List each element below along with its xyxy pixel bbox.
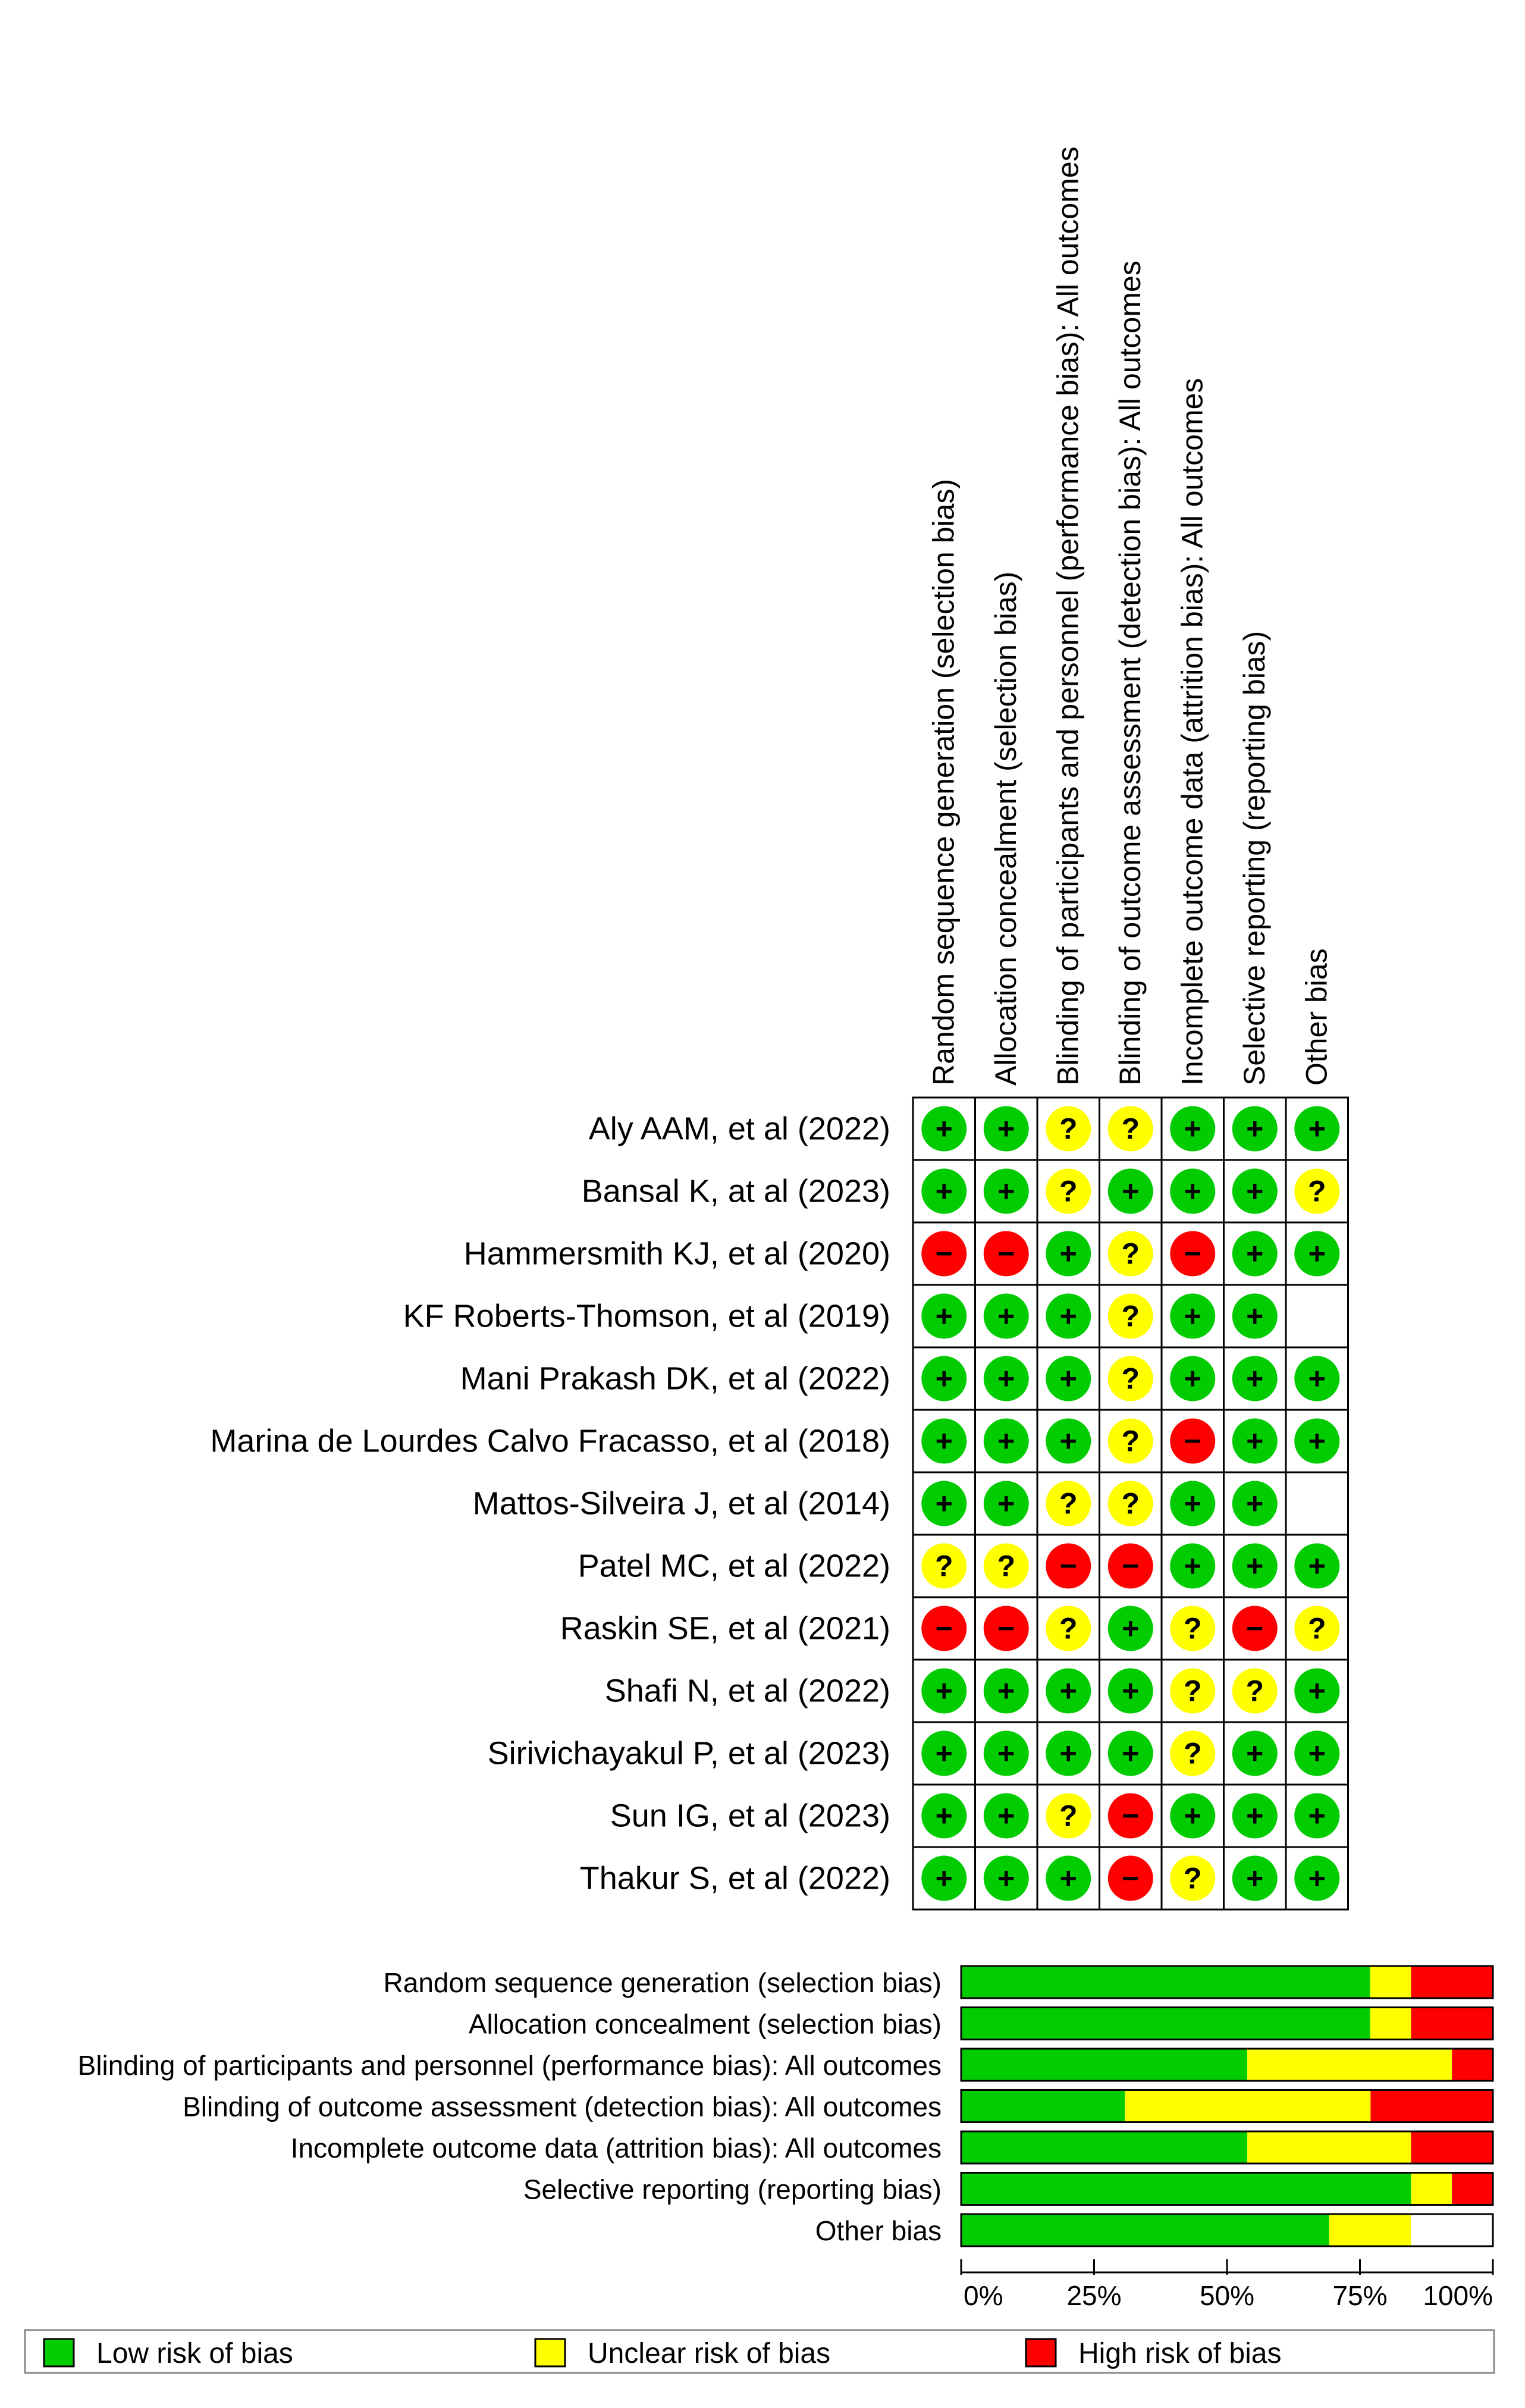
judgement-low-symbol: + — [1059, 1237, 1077, 1271]
bar-segment-low — [961, 2090, 1125, 2122]
legend-swatch-low — [44, 2339, 74, 2366]
domain-header: Random sequence generation (selection bias) — [927, 478, 961, 1086]
judgement-unclear-symbol: ? — [997, 1549, 1016, 1583]
judgement-low-symbol: + — [1308, 1799, 1326, 1833]
judgement-high-symbol: − — [1122, 1799, 1140, 1833]
judgement-low-symbol: + — [1308, 1362, 1326, 1396]
judgement-high-symbol: − — [1122, 1861, 1140, 1895]
judgement-unclear-symbol: ? — [1059, 1487, 1078, 1520]
grid-cell — [1286, 1472, 1348, 1535]
bar-segment-unclear — [1370, 1966, 1411, 1998]
judgement-low-symbol: + — [997, 1299, 1015, 1333]
domain-header: Allocation concealment (selection bias) — [989, 571, 1022, 1086]
grid-cell — [1286, 1285, 1348, 1347]
bar-segment-high — [1370, 2090, 1493, 2122]
judgement-low-symbol: + — [935, 1362, 953, 1396]
judgement-low-symbol: + — [997, 1799, 1015, 1833]
bar-segment-unclear — [1247, 2131, 1411, 2164]
bar-segment-unclear — [1329, 2214, 1411, 2246]
judgement-low-symbol: + — [1059, 1424, 1077, 1458]
judgement-high-symbol: − — [935, 1237, 953, 1271]
judgement-low-symbol: + — [935, 1736, 953, 1770]
judgement-low-symbol: + — [1246, 1362, 1264, 1396]
domain-label: Blinding of outcome assessment (detection bias): All outcomes — [183, 2091, 942, 2122]
domain-label: Other bias — [815, 2215, 942, 2246]
judgement-unclear-symbol: ? — [1059, 1112, 1078, 1146]
judgement-unclear-symbol: ? — [1307, 1174, 1326, 1208]
judgement-high-symbol: − — [1246, 1611, 1264, 1645]
judgement-low-symbol: + — [1059, 1299, 1077, 1333]
judgement-unclear-symbol: ? — [1183, 1861, 1202, 1895]
bar-segment-unclear — [1247, 2049, 1452, 2081]
bar-segment-low — [961, 1966, 1370, 1998]
judgement-low-symbol: + — [1246, 1736, 1264, 1770]
bar-segment-low — [961, 2173, 1411, 2205]
judgement-unclear-symbol: ? — [1183, 1736, 1202, 1770]
judgement-low-symbol: + — [1308, 1424, 1326, 1458]
judgement-low-symbol: + — [1246, 1237, 1264, 1271]
bar-segment-low — [961, 2131, 1247, 2164]
judgement-unclear-symbol: ? — [1121, 1362, 1140, 1396]
judgement-low-symbol: + — [997, 1174, 1015, 1208]
bar-segment-low — [961, 2008, 1370, 2040]
judgement-low-symbol: + — [997, 1736, 1015, 1770]
judgement-low-symbol: + — [1184, 1362, 1201, 1396]
judgement-unclear-symbol: ? — [1121, 1424, 1140, 1458]
judgement-low-symbol: + — [1184, 1299, 1201, 1333]
judgement-unclear-symbol: ? — [1059, 1174, 1078, 1208]
judgement-low-symbol: + — [935, 1799, 953, 1833]
domain-label: Allocation concealment (selection bias) — [468, 2008, 942, 2040]
bar-segment-unclear — [1370, 2008, 1411, 2040]
judgement-low-symbol: + — [1246, 1424, 1264, 1458]
judgement-low-symbol: + — [935, 1424, 953, 1458]
judgement-high-symbol: − — [1122, 1549, 1140, 1583]
judgement-low-symbol: + — [997, 1362, 1015, 1396]
risk-of-bias-summary — [210, 146, 1348, 1910]
judgement-low-symbol: + — [1246, 1861, 1264, 1895]
judgement-unclear-symbol: ? — [934, 1549, 953, 1583]
bar-segment-high — [1452, 2049, 1493, 2081]
judgement-low-symbol: + — [997, 1112, 1015, 1146]
study-label: Hammersmith KJ, et al (2020) — [463, 1236, 890, 1272]
judgement-low-symbol: + — [1059, 1736, 1077, 1770]
domain-header: Incomplete outcome data (attrition bias): All outcomes — [1175, 378, 1209, 1086]
study-label: Patel MC, et al (2022) — [578, 1548, 890, 1584]
bar-segment-high — [1452, 2173, 1493, 2205]
study-label: Shafi N, et al (2022) — [604, 1673, 890, 1709]
bar-segment-high — [1411, 1966, 1493, 1998]
legend — [25, 2330, 1494, 2373]
judgement-unclear-symbol: ? — [1121, 1487, 1140, 1520]
judgement-low-symbol: + — [1184, 1174, 1201, 1208]
judgement-low-symbol: + — [1122, 1174, 1140, 1208]
bar-segment-low — [961, 2049, 1247, 2081]
judgement-low-symbol: + — [1059, 1861, 1077, 1895]
bar-segment-high — [1411, 2131, 1493, 2164]
domain-header: Blinding of participants and personnel (performance bias): All outcomes — [1051, 146, 1085, 1086]
domain-header: Selective reporting (reporting bias) — [1237, 631, 1271, 1086]
judgement-low-symbol: + — [935, 1674, 953, 1708]
judgement-low-symbol: + — [997, 1424, 1015, 1458]
judgement-unclear-symbol: ? — [1121, 1299, 1140, 1333]
x-tick-label: 25% — [1066, 2280, 1122, 2311]
judgement-low-symbol: + — [997, 1674, 1015, 1708]
domain-label: Random sequence generation (selection bias) — [383, 1967, 942, 1998]
judgement-unclear-symbol: ? — [1245, 1674, 1264, 1708]
study-label: Sirivichayakul P, et al (2023) — [487, 1735, 890, 1771]
judgement-unclear-symbol: ? — [1183, 1611, 1202, 1645]
study-label: Marina de Lourdes Calvo Fracasso, et al (2018) — [210, 1423, 890, 1459]
judgement-high-symbol: − — [997, 1611, 1015, 1645]
judgement-low-symbol: + — [1308, 1736, 1326, 1770]
study-label: Sun IG, et al (2023) — [610, 1798, 890, 1834]
judgement-low-symbol: + — [1308, 1549, 1326, 1583]
judgement-high-symbol: − — [1184, 1237, 1201, 1271]
legend-swatch-high — [1026, 2339, 1056, 2366]
judgement-high-symbol: − — [997, 1237, 1015, 1271]
domain-header: Other bias — [1300, 948, 1333, 1086]
study-label: Aly AAM, et al (2022) — [588, 1111, 890, 1147]
judgement-low-symbol: + — [997, 1861, 1015, 1895]
x-tick-label: 0% — [964, 2280, 1003, 2311]
bar-segment-unclear — [1411, 2173, 1452, 2205]
study-label: KF Roberts-Thomson, et al (2019) — [403, 1298, 890, 1334]
judgement-low-symbol: + — [935, 1174, 953, 1208]
judgement-low-symbol: + — [1246, 1299, 1264, 1333]
judgement-low-symbol: + — [1059, 1674, 1077, 1708]
legend-label: Low risk of bias — [96, 2338, 293, 2369]
domain-label: Blinding of participants and personnel (performance bias): All outcomes — [77, 2050, 942, 2081]
judgement-high-symbol: − — [1059, 1549, 1077, 1583]
study-label: Mani Prakash DK, et al (2022) — [460, 1360, 890, 1397]
judgement-low-symbol: + — [1308, 1112, 1326, 1146]
judgement-unclear-symbol: ? — [1183, 1674, 1202, 1708]
judgement-low-symbol: + — [1246, 1487, 1264, 1520]
judgement-low-symbol: + — [935, 1861, 953, 1895]
judgement-low-symbol: + — [1184, 1112, 1201, 1146]
x-tick-label: 100% — [1423, 2280, 1493, 2311]
bar-segment-unclear — [1125, 2090, 1370, 2122]
judgement-unclear-symbol: ? — [1121, 1237, 1140, 1271]
judgement-low-symbol: + — [935, 1299, 953, 1333]
judgement-low-symbol: + — [1122, 1611, 1140, 1645]
judgement-low-symbol: + — [1246, 1549, 1264, 1583]
judgement-low-symbol: + — [935, 1112, 953, 1146]
judgement-low-symbol: + — [1246, 1112, 1264, 1146]
judgement-unclear-symbol: ? — [1121, 1112, 1140, 1146]
judgement-high-symbol: − — [1184, 1424, 1201, 1458]
judgement-low-symbol: + — [1308, 1674, 1326, 1708]
judgement-low-symbol: + — [935, 1487, 953, 1520]
bar-segment-low — [961, 2214, 1329, 2246]
judgement-low-symbol: + — [1184, 1549, 1201, 1583]
bar-segment-high — [1411, 2008, 1493, 2040]
x-tick-label: 50% — [1199, 2280, 1255, 2311]
domain-label: Selective reporting (reporting bias) — [523, 2174, 942, 2205]
study-label: Bansal K, at al (2023) — [581, 1173, 890, 1209]
legend-label: High risk of bias — [1078, 2338, 1282, 2369]
legend-swatch-unclear — [535, 2339, 565, 2366]
judgement-low-symbol: + — [1308, 1861, 1326, 1895]
judgement-high-symbol: − — [935, 1611, 953, 1645]
judgement-unclear-symbol: ? — [1059, 1799, 1078, 1833]
judgement-low-symbol: + — [1122, 1674, 1140, 1708]
risk-of-bias-graph — [78, 1966, 1493, 2311]
legend-label: Unclear risk of bias — [588, 2338, 831, 2369]
study-label: Mattos-Silveira J, et al (2014) — [472, 1485, 890, 1522]
domain-label: Incomplete outcome data (attrition bias): All outcomes — [290, 2133, 942, 2164]
judgement-low-symbol: + — [1184, 1487, 1201, 1520]
judgement-low-symbol: + — [1308, 1237, 1326, 1271]
judgement-low-symbol: + — [997, 1487, 1015, 1520]
judgement-unclear-symbol: ? — [1307, 1611, 1326, 1645]
judgement-unclear-symbol: ? — [1059, 1611, 1078, 1645]
judgement-low-symbol: + — [1246, 1174, 1264, 1208]
judgement-low-symbol: + — [1122, 1736, 1140, 1770]
domain-header: Blinding of outcome assessment (detection bias): All outcomes — [1113, 261, 1147, 1086]
x-tick-label: 75% — [1332, 2280, 1388, 2311]
study-label: Raskin SE, et al (2021) — [560, 1610, 890, 1647]
study-label: Thakur S, et al (2022) — [579, 1860, 890, 1896]
judgement-low-symbol: + — [1059, 1362, 1077, 1396]
judgement-low-symbol: + — [1246, 1799, 1264, 1833]
judgement-low-symbol: + — [1184, 1799, 1201, 1833]
